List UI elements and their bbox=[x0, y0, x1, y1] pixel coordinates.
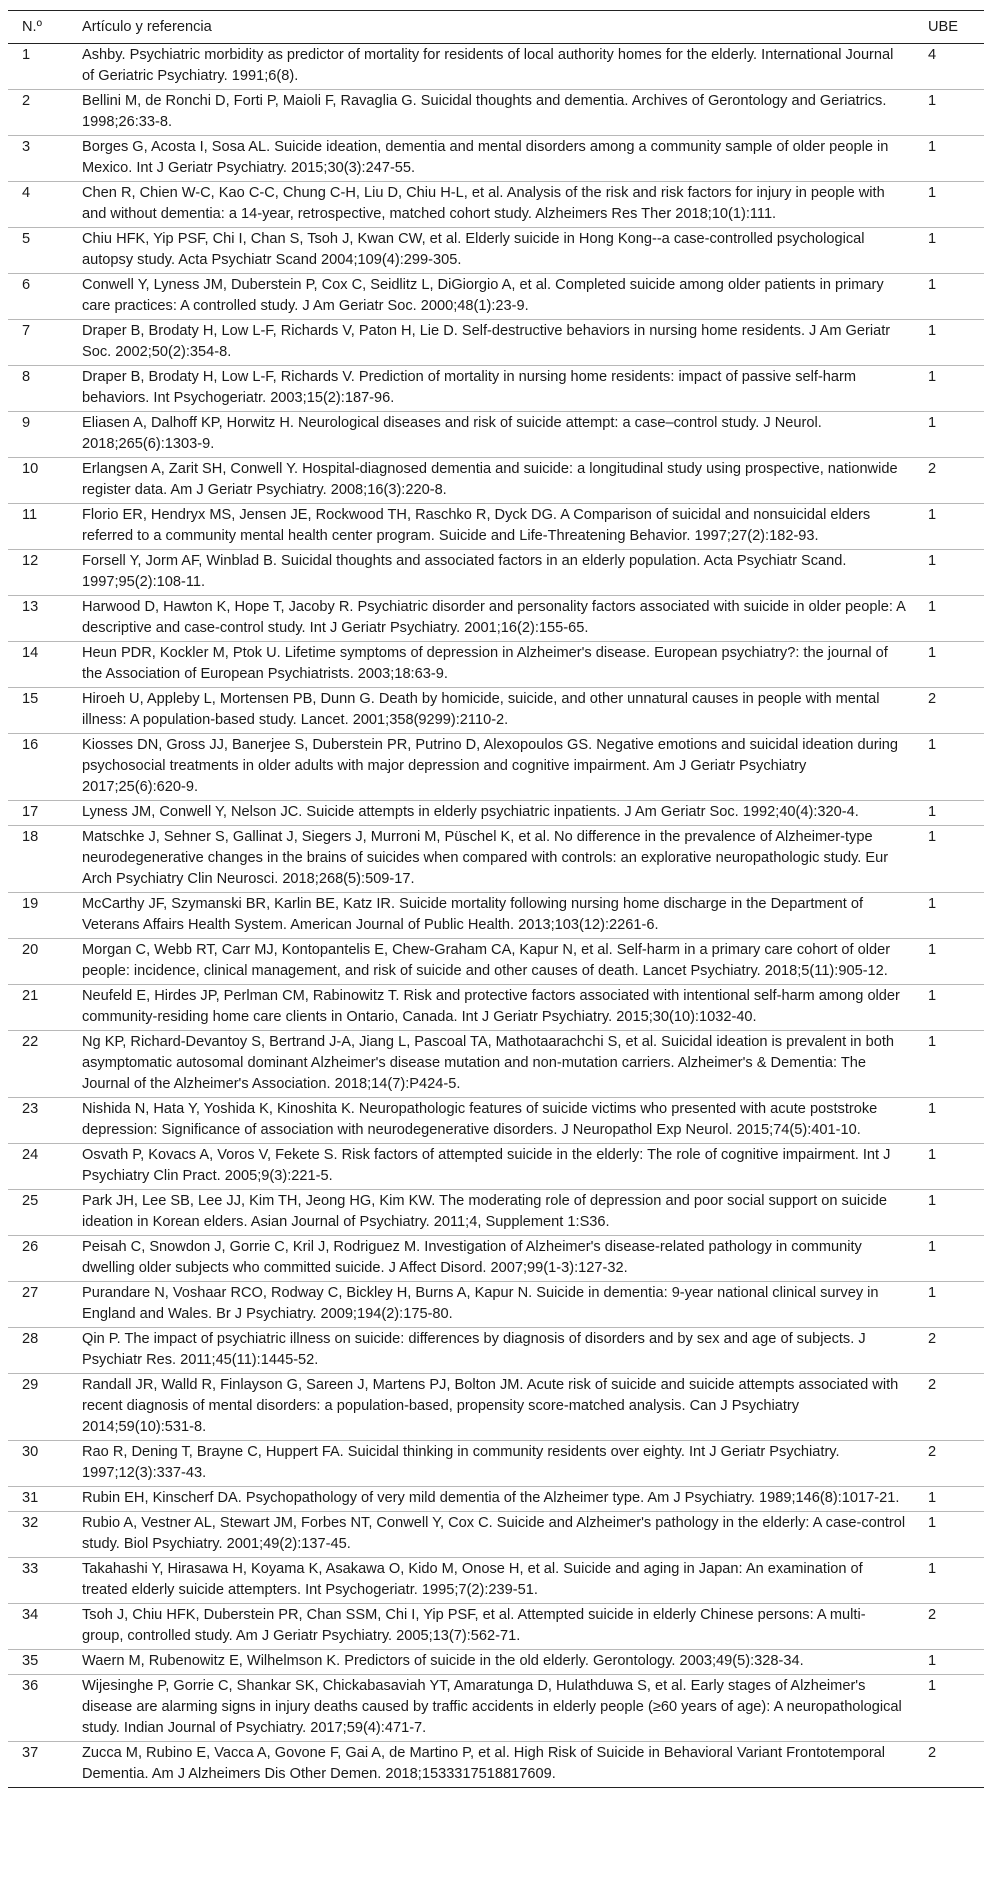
row-ube: 1 bbox=[914, 1512, 984, 1558]
row-number: 24 bbox=[8, 1144, 68, 1190]
row-reference: Conwell Y, Lyness JM, Duberstein P, Cox C, Seidlitz L, DiGiorgio A, et al. Completed suicide among older patients in primary care practices: A controlled study. J Am Geriatr Soc. 2000;48(1):23-9. bbox=[68, 274, 914, 320]
row-ube: 1 bbox=[914, 1190, 984, 1236]
row-ube: 1 bbox=[914, 1144, 984, 1190]
row-number: 5 bbox=[8, 228, 68, 274]
row-number: 2 bbox=[8, 90, 68, 136]
row-ube: 1 bbox=[914, 1282, 984, 1328]
row-ube: 1 bbox=[914, 366, 984, 412]
row-number: 13 bbox=[8, 596, 68, 642]
row-ube: 1 bbox=[914, 596, 984, 642]
row-number: 9 bbox=[8, 412, 68, 458]
row-reference: Eliasen A, Dalhoff KP, Horwitz H. Neurological diseases and risk of suicide attempt: a case–control study. J Neurol. 2018;265(6):1303-9. bbox=[68, 412, 914, 458]
row-number: 27 bbox=[8, 1282, 68, 1328]
row-number: 10 bbox=[8, 458, 68, 504]
row-reference: Osvath P, Kovacs A, Voros V, Fekete S. Risk factors of attempted suicide in the elderly: The role of cognitive impairment. Int J Psychiatry Clin Pract. 2005;9(3):221-5. bbox=[68, 1144, 914, 1190]
table-row bbox=[8, 44, 984, 90]
row-reference: Kiosses DN, Gross JJ, Banerjee S, Duberstein PR, Putrino D, Alexopoulos GS. Negative emotions and suicidal ideation during psychosocial treatments in older adults with major depression and cognitive impairment. Am J Geriatr Psychiatry 2017;25(6):620-9. bbox=[68, 734, 914, 801]
table-row bbox=[8, 90, 984, 136]
row-ube: 2 bbox=[914, 1328, 984, 1374]
row-reference: Rubin EH, Kinscherf DA. Psychopathology of very mild dementia of the Alzheimer type. Am J Psychiatry. 1989;146(8):1017-21. bbox=[68, 1487, 914, 1512]
row-ube: 1 bbox=[914, 985, 984, 1031]
row-ube: 1 bbox=[914, 1650, 984, 1675]
row-reference: Park JH, Lee SB, Lee JJ, Kim TH, Jeong HG, Kim KW. The moderating role of depression and poor social support on suicide ideation in Korean elders. Asian Journal of Psychiatry. 2011;4, Supplement 1:S36. bbox=[68, 1190, 914, 1236]
row-reference: Tsoh J, Chiu HFK, Duberstein PR, Chan SSM, Chi I, Yip PSF, et al. Attempted suicide in elderly Chinese persons: A multi-group, controlled study. Am J Geriatr Psychiatry. 2005;13(7):562-71. bbox=[68, 1604, 914, 1650]
table-row bbox=[8, 1558, 984, 1604]
table-row bbox=[8, 1675, 984, 1742]
row-reference: Zucca M, Rubino E, Vacca A, Govone F, Gai A, de Martino P, et al. High Risk of Suicide in Behavioral Variant Frontotemporal Dementia. Am J Alzheimers Dis Other Demen. 2018;1533317518817609. bbox=[68, 1742, 914, 1788]
table-row bbox=[8, 801, 984, 826]
table-row bbox=[8, 366, 984, 412]
row-number: 31 bbox=[8, 1487, 68, 1512]
row-reference: Harwood D, Hawton K, Hope T, Jacoby R. Psychiatric disorder and personality factors associated with suicide in older people: A descriptive and case-control study. Int J Geriatr Psychiatry. 2001;16(2):155-65. bbox=[68, 596, 914, 642]
row-ube: 1 bbox=[914, 1236, 984, 1282]
row-reference: Rao R, Dening T, Brayne C, Huppert FA. Suicidal thinking in community residents over eighty. Int J Geriatr Psychiatry. 1997;12(3):337-43. bbox=[68, 1441, 914, 1487]
table-row bbox=[8, 1328, 984, 1374]
row-reference: Ashby. Psychiatric morbidity as predictor of mortality for residents of local authority homes for the elderly. International Journal of Geriatric Psychiatry. 1991;6(8). bbox=[68, 44, 914, 90]
row-number: 26 bbox=[8, 1236, 68, 1282]
header-row bbox=[8, 11, 984, 44]
row-ube: 1 bbox=[914, 1031, 984, 1098]
row-ube: 1 bbox=[914, 734, 984, 801]
row-number: 32 bbox=[8, 1512, 68, 1558]
row-number: 34 bbox=[8, 1604, 68, 1650]
row-ube: 1 bbox=[914, 801, 984, 826]
header-ube: UBE bbox=[914, 11, 984, 44]
table-row bbox=[8, 1374, 984, 1441]
row-ube: 2 bbox=[914, 1441, 984, 1487]
row-reference: Chen R, Chien W-C, Kao C-C, Chung C-H, Liu D, Chiu H-L, et al. Analysis of the risk and risk factors for injury in people with and without dementia: a 14-year, retrospective, matched cohort study. Alzheimers Res Ther 2018;10(1):111. bbox=[68, 182, 914, 228]
row-ube: 1 bbox=[914, 1098, 984, 1144]
row-ube: 1 bbox=[914, 182, 984, 228]
row-reference: McCarthy JF, Szymanski BR, Karlin BE, Katz IR. Suicide mortality following nursing home discharge in the Department of Veterans Affairs Health System. American Journal of Public Health. 2013;103(12):2261-6. bbox=[68, 893, 914, 939]
table-row bbox=[8, 1282, 984, 1328]
table-row bbox=[8, 826, 984, 893]
table-row bbox=[8, 734, 984, 801]
row-number: 16 bbox=[8, 734, 68, 801]
row-ube: 1 bbox=[914, 893, 984, 939]
row-ube: 1 bbox=[914, 412, 984, 458]
row-reference: Wijesinghe P, Gorrie C, Shankar SK, Chickabasaviah YT, Amaratunga D, Hulathduwa S, et al. Early stages of Alzheimer's disease are alarming signs in injury deaths caused by traffic accidents in elderly people (≥60 years of age): A neuropathological study. Indian Journal of Psychiatry. 2017;59(4):471-7. bbox=[68, 1675, 914, 1742]
row-reference: Nishida N, Hata Y, Yoshida K, Kinoshita K. Neuropathologic features of suicide victims who presented with acute poststroke depression: Significance of association with neurodegenerative disorders. J Neuropathol Exp Neurol. 2015;74(5):401-10. bbox=[68, 1098, 914, 1144]
row-reference: Peisah C, Snowdon J, Gorrie C, Kril J, Rodriguez M. Investigation of Alzheimer's disease-related pathology in community dwelling older subjects who committed suicide. J Affect Disord. 2007;99(1-3):127-32. bbox=[68, 1236, 914, 1282]
table-row bbox=[8, 274, 984, 320]
row-reference: Florio ER, Hendryx MS, Jensen JE, Rockwood TH, Raschko R, Dyck DG. A Comparison of suicidal and nonsuicidal elders referred to a community mental health center program. Suicide and Life-Threatening Behavior. 1997;27(2):182-93. bbox=[68, 504, 914, 550]
row-reference: Qin P. The impact of psychiatric illness on suicide: differences by diagnosis of disorders and by sex and age of subjects. J Psychiatr Res. 2011;45(11):1445-52. bbox=[68, 1328, 914, 1374]
table-header bbox=[8, 11, 984, 44]
row-reference: Morgan C, Webb RT, Carr MJ, Kontopantelis E, Chew-Graham CA, Kapur N, et al. Self-harm in a primary care cohort of older people: incidence, clinical management, and risk of suicide and other causes of death. Lancet Psychiatry. 2018;5(11):905-12. bbox=[68, 939, 914, 985]
row-number: 21 bbox=[8, 985, 68, 1031]
row-ube: 1 bbox=[914, 136, 984, 182]
row-ube: 1 bbox=[914, 1675, 984, 1742]
row-ube: 1 bbox=[914, 504, 984, 550]
table-row bbox=[8, 320, 984, 366]
table-row bbox=[8, 688, 984, 734]
header-article-reference: Artículo y referencia bbox=[68, 11, 914, 44]
row-reference: Waern M, Rubenowitz E, Wilhelmson K. Predictors of suicide in the old elderly. Gerontology. 2003;49(5):328-34. bbox=[68, 1650, 914, 1675]
row-ube: 1 bbox=[914, 90, 984, 136]
row-number: 28 bbox=[8, 1328, 68, 1374]
row-reference: Chiu HFK, Yip PSF, Chi I, Chan S, Tsoh J, Kwan CW, et al. Elderly suicide in Hong Kong--a case-controlled psychological autopsy study. Acta Psychiatr Scand 2004;109(4):299-305. bbox=[68, 228, 914, 274]
row-reference: Forsell Y, Jorm AF, Winblad B. Suicidal thoughts and associated factors in an elderly population. Acta Psychiatr Scand. 1997;95(2):108-11. bbox=[68, 550, 914, 596]
table-row bbox=[8, 893, 984, 939]
table-row bbox=[8, 458, 984, 504]
table-row bbox=[8, 1098, 984, 1144]
row-reference: Bellini M, de Ronchi D, Forti P, Maioli F, Ravaglia G. Suicidal thoughts and dementia. Archives of Gerontology and Geriatrics. 1998;26:33-8. bbox=[68, 90, 914, 136]
table-row bbox=[8, 1144, 984, 1190]
row-ube: 1 bbox=[914, 826, 984, 893]
row-number: 20 bbox=[8, 939, 68, 985]
row-ube: 1 bbox=[914, 320, 984, 366]
table-row bbox=[8, 1031, 984, 1098]
table-row bbox=[8, 182, 984, 228]
table-row bbox=[8, 228, 984, 274]
table-body bbox=[8, 44, 984, 1788]
table-row bbox=[8, 1190, 984, 1236]
row-ube: 1 bbox=[914, 1558, 984, 1604]
table-row bbox=[8, 1512, 984, 1558]
row-number: 33 bbox=[8, 1558, 68, 1604]
table-row bbox=[8, 1650, 984, 1675]
row-reference: Matschke J, Sehner S, Gallinat J, Siegers J, Murroni M, Püschel K, et al. No difference in the prevalence of Alzheimer-type neurodegenerative changes in the brains of suicides when compared with controls: an explorative neuropathologic study. Eur Arch Psychiatry Clin Neurosci. 2018;268(5):509-17. bbox=[68, 826, 914, 893]
row-number: 29 bbox=[8, 1374, 68, 1441]
table-row bbox=[8, 136, 984, 182]
row-ube: 1 bbox=[914, 274, 984, 320]
row-ube: 1 bbox=[914, 228, 984, 274]
row-number: 4 bbox=[8, 182, 68, 228]
table-row bbox=[8, 550, 984, 596]
row-number: 17 bbox=[8, 801, 68, 826]
row-ube: 2 bbox=[914, 1374, 984, 1441]
row-reference: Neufeld E, Hirdes JP, Perlman CM, Rabinowitz T. Risk and protective factors associated with intentional self-harm among older community-residing home care clients in Ontario, Canada. Int J Geriatr Psychiatry. 2015;30(10):1032-40. bbox=[68, 985, 914, 1031]
row-number: 25 bbox=[8, 1190, 68, 1236]
table-row bbox=[8, 1742, 984, 1788]
row-number: 6 bbox=[8, 274, 68, 320]
row-number: 30 bbox=[8, 1441, 68, 1487]
row-number: 15 bbox=[8, 688, 68, 734]
row-reference: Draper B, Brodaty H, Low L-F, Richards V. Prediction of mortality in nursing home residents: impact of passive self-harm behaviors. Int Psychogeriatr. 2003;15(2):187-96. bbox=[68, 366, 914, 412]
table-row bbox=[8, 985, 984, 1031]
row-ube: 2 bbox=[914, 458, 984, 504]
row-reference: Ng KP, Richard-Devantoy S, Bertrand J-A, Jiang L, Pascoal TA, Mathotaarachchi S, et al. Suicidal ideation is prevalent in both asymptomatic autosomal dominant Alzheimer's disease mutation and non-mutation carriers. Alzheimer's & Dementia: The Journal of the Alzheimer's Association. 2018;14(7):P424-5. bbox=[68, 1031, 914, 1098]
references-table bbox=[8, 10, 984, 1788]
row-number: 3 bbox=[8, 136, 68, 182]
row-number: 18 bbox=[8, 826, 68, 893]
row-number: 36 bbox=[8, 1675, 68, 1742]
row-number: 11 bbox=[8, 504, 68, 550]
row-ube: 4 bbox=[914, 44, 984, 90]
row-ube: 2 bbox=[914, 1604, 984, 1650]
row-number: 7 bbox=[8, 320, 68, 366]
row-ube: 2 bbox=[914, 1742, 984, 1788]
row-reference: Erlangsen A, Zarit SH, Conwell Y. Hospital-diagnosed dementia and suicide: a longitudinal study using prospective, nationwide register data. Am J Geriatr Psychiatry. 2008;16(3):220-8. bbox=[68, 458, 914, 504]
table-row bbox=[8, 1441, 984, 1487]
header-number: N.º bbox=[8, 11, 68, 44]
row-reference: Rubio A, Vestner AL, Stewart JM, Forbes NT, Conwell Y, Cox C. Suicide and Alzheimer's pathology in the elderly: A case-control study. Biol Psychiatry. 2001;49(2):137-45. bbox=[68, 1512, 914, 1558]
row-reference: Draper B, Brodaty H, Low L-F, Richards V, Paton H, Lie D. Self-destructive behaviors in nursing home residents. J Am Geriatr Soc. 2002;50(2):354-8. bbox=[68, 320, 914, 366]
row-reference: Borges G, Acosta I, Sosa AL. Suicide ideation, dementia and mental disorders among a community sample of older people in Mexico. Int J Geriatr Psychiatry. 2015;30(3):247-55. bbox=[68, 136, 914, 182]
table-row bbox=[8, 1604, 984, 1650]
row-number: 8 bbox=[8, 366, 68, 412]
row-number: 1 bbox=[8, 44, 68, 90]
table-row bbox=[8, 412, 984, 458]
row-ube: 2 bbox=[914, 688, 984, 734]
table-row bbox=[8, 939, 984, 985]
row-number: 37 bbox=[8, 1742, 68, 1788]
row-reference: Heun PDR, Kockler M, Ptok U. Lifetime symptoms of depression in Alzheimer's disease. European psychiatry?: the journal of the Association of European Psychiatrists. 2003;18:63-9. bbox=[68, 642, 914, 688]
table-row bbox=[8, 596, 984, 642]
row-reference: Purandare N, Voshaar RCO, Rodway C, Bickley H, Burns A, Kapur N. Suicide in dementia: 9-year national clinical survey in England and Wales. Br J Psychiatry. 2009;194(2):175-80. bbox=[68, 1282, 914, 1328]
row-number: 12 bbox=[8, 550, 68, 596]
row-number: 19 bbox=[8, 893, 68, 939]
row-reference: Lyness JM, Conwell Y, Nelson JC. Suicide attempts in elderly psychiatric inpatients. J Am Geriatr Soc. 1992;40(4):320-4. bbox=[68, 801, 914, 826]
row-number: 35 bbox=[8, 1650, 68, 1675]
row-ube: 1 bbox=[914, 939, 984, 985]
row-reference: Randall JR, Walld R, Finlayson G, Sareen J, Martens PJ, Bolton JM. Acute risk of suicide and suicide attempts associated with recent diagnosis of mental disorders: a population-based, propensity score-matched analysis. Can J Psychiatry 2014;59(10):531-8. bbox=[68, 1374, 914, 1441]
row-reference: Takahashi Y, Hirasawa H, Koyama K, Asakawa O, Kido M, Onose H, et al. Suicide and aging in Japan: An examination of treated elderly suicide attempters. Int Psychogeriatr. 1995;7(2):239-51. bbox=[68, 1558, 914, 1604]
table-row bbox=[8, 504, 984, 550]
row-reference: Hiroeh U, Appleby L, Mortensen PB, Dunn G. Death by homicide, suicide, and other unnatural causes in people with mental illness: A population-based study. Lancet. 2001;358(9299):2110-2. bbox=[68, 688, 914, 734]
row-number: 22 bbox=[8, 1031, 68, 1098]
row-ube: 1 bbox=[914, 1487, 984, 1512]
row-ube: 1 bbox=[914, 550, 984, 596]
row-number: 23 bbox=[8, 1098, 68, 1144]
row-number: 14 bbox=[8, 642, 68, 688]
table-row bbox=[8, 1487, 984, 1512]
row-ube: 1 bbox=[914, 642, 984, 688]
table-row bbox=[8, 642, 984, 688]
table-row bbox=[8, 1236, 984, 1282]
